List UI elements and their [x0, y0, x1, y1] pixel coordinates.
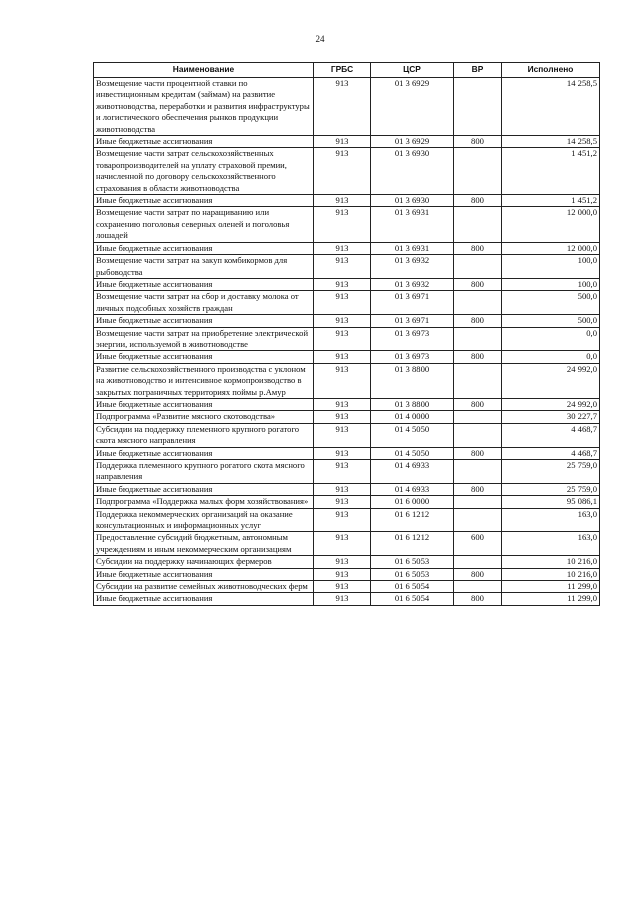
- cell-vr: [454, 255, 502, 279]
- cell-name: Иные бюджетные ассигнования: [94, 593, 314, 605]
- cell-name: Иные бюджетные ассигнования: [94, 398, 314, 410]
- table-row: [94, 423, 600, 447]
- cell-vr: [454, 291, 502, 315]
- table-row: [94, 532, 600, 556]
- cell-vr: [454, 508, 502, 532]
- cell-vr: 800: [454, 593, 502, 605]
- table-row: [94, 78, 600, 136]
- cell-name: Иные бюджетные ассигнования: [94, 351, 314, 363]
- cell-vr: [454, 363, 502, 398]
- table-row: [94, 496, 600, 508]
- cell-csr: 01 3 6971: [371, 291, 454, 315]
- cell-done: 25 759,0: [502, 460, 600, 484]
- cell-grbs: 913: [314, 351, 371, 363]
- table-row: [94, 148, 600, 195]
- cell-grbs: 913: [314, 207, 371, 242]
- cell-name: Подпрограмма «Поддержка малых форм хозяйствования»: [94, 496, 314, 508]
- cell-csr: 01 3 6929: [371, 78, 454, 136]
- table-row: [94, 568, 600, 580]
- cell-done: 30 227,7: [502, 411, 600, 423]
- cell-done: 11 299,0: [502, 581, 600, 593]
- header-done: Исполнено: [502, 63, 600, 78]
- cell-grbs: 913: [314, 327, 371, 351]
- cell-done: 24 992,0: [502, 363, 600, 398]
- cell-name: Иные бюджетные ассигнования: [94, 278, 314, 290]
- cell-csr: 01 6 1212: [371, 532, 454, 556]
- table-row: [94, 411, 600, 423]
- table-row: [94, 483, 600, 495]
- cell-grbs: 913: [314, 278, 371, 290]
- page-number: 24: [315, 34, 325, 44]
- cell-name: Иные бюджетные ассигнования: [94, 195, 314, 207]
- cell-csr: 01 3 6931: [371, 242, 454, 254]
- table-row: [94, 556, 600, 568]
- cell-csr: 01 3 6971: [371, 315, 454, 327]
- cell-vr: [454, 581, 502, 593]
- cell-grbs: 913: [314, 315, 371, 327]
- cell-csr: 01 4 5050: [371, 423, 454, 447]
- cell-done: 1 451,2: [502, 148, 600, 195]
- cell-done: 12 000,0: [502, 207, 600, 242]
- cell-name: Подпрограмма «Развитие мясного скотоводства»: [94, 411, 314, 423]
- cell-grbs: 913: [314, 423, 371, 447]
- cell-csr: 01 3 6931: [371, 207, 454, 242]
- cell-grbs: 913: [314, 556, 371, 568]
- cell-done: 163,0: [502, 532, 600, 556]
- cell-csr: 01 6 0000: [371, 496, 454, 508]
- cell-done: 163,0: [502, 508, 600, 532]
- table-row: [94, 255, 600, 279]
- cell-vr: 800: [454, 447, 502, 459]
- cell-csr: 01 3 8800: [371, 398, 454, 410]
- cell-name: Развитие сельскохозяйственного производства с уклоном на животноводство и интенсивное кормопроизводство в закрытых пограничных территориях поймы р.Амур: [94, 363, 314, 398]
- cell-done: 4 468,7: [502, 447, 600, 459]
- cell-name: Возмещение части затрат сельскохозяйственных товаропроизводителей на уплату страховой премии, начисленной по договору сельскохозяйственного страхования в области животноводства: [94, 148, 314, 195]
- cell-csr: 01 3 6932: [371, 278, 454, 290]
- table-row: [94, 207, 600, 242]
- cell-done: 10 216,0: [502, 568, 600, 580]
- cell-csr: 01 4 0000: [371, 411, 454, 423]
- cell-done: 100,0: [502, 255, 600, 279]
- cell-name: Возмещение части затрат по наращиванию или сохранению поголовья северных оленей и поголовья лошадей: [94, 207, 314, 242]
- cell-done: 0,0: [502, 327, 600, 351]
- cell-grbs: 913: [314, 532, 371, 556]
- cell-name: Поддержка племенного крупного рогатого скота мясного направления: [94, 460, 314, 484]
- table-header: [94, 63, 600, 78]
- cell-grbs: 913: [314, 78, 371, 136]
- cell-name: Субсидии на развитие семейных животноводческих ферм: [94, 581, 314, 593]
- table-row: [94, 447, 600, 459]
- cell-name: Поддержка некоммерческих организаций на оказание консультационных и информационных услуг: [94, 508, 314, 532]
- table-row: [94, 315, 600, 327]
- cell-grbs: 913: [314, 496, 371, 508]
- cell-csr: 01 6 5054: [371, 581, 454, 593]
- cell-done: 24 992,0: [502, 398, 600, 410]
- cell-name: Иные бюджетные ассигнования: [94, 483, 314, 495]
- table-row: [94, 136, 600, 148]
- cell-vr: 600: [454, 532, 502, 556]
- cell-name: Возмещение части затрат на сбор и доставку молока от личных подсобных хозяйств граждан: [94, 291, 314, 315]
- cell-grbs: 913: [314, 508, 371, 532]
- cell-vr: 800: [454, 242, 502, 254]
- cell-grbs: 913: [314, 195, 371, 207]
- cell-grbs: 913: [314, 363, 371, 398]
- table-row: [94, 242, 600, 254]
- header-row: [94, 63, 600, 78]
- cell-grbs: 913: [314, 242, 371, 254]
- cell-vr: [454, 423, 502, 447]
- cell-done: 10 216,0: [502, 556, 600, 568]
- cell-csr: 01 3 8800: [371, 363, 454, 398]
- cell-vr: 800: [454, 278, 502, 290]
- table-row: [94, 195, 600, 207]
- cell-vr: [454, 327, 502, 351]
- cell-grbs: 913: [314, 398, 371, 410]
- cell-csr: 01 3 6932: [371, 255, 454, 279]
- cell-csr: 01 6 1212: [371, 508, 454, 532]
- cell-name: Возмещение части процентной ставки по инвестиционным кредитам (займам) на развитие животноводства, переработки и развития инфраструктуры и логистического обеспечения рынков продукции животноводства: [94, 78, 314, 136]
- cell-done: 0,0: [502, 351, 600, 363]
- cell-grbs: 913: [314, 255, 371, 279]
- cell-vr: [454, 556, 502, 568]
- cell-name: Субсидии на поддержку начинающих фермеров: [94, 556, 314, 568]
- cell-done: 25 759,0: [502, 483, 600, 495]
- table-row: [94, 460, 600, 484]
- table-row: [94, 593, 600, 605]
- cell-name: Субсидии на поддержку племенного крупного рогатого скота мясного направления: [94, 423, 314, 447]
- header-csr: ЦСР: [371, 63, 454, 78]
- table-body: [94, 78, 600, 606]
- cell-name: Иные бюджетные ассигнования: [94, 136, 314, 148]
- cell-csr: 01 3 6930: [371, 148, 454, 195]
- cell-done: 11 299,0: [502, 593, 600, 605]
- cell-done: 14 258,5: [502, 136, 600, 148]
- cell-vr: 800: [454, 315, 502, 327]
- cell-grbs: 913: [314, 291, 371, 315]
- cell-name: Возмещение части затрат на закуп комбикормов для рыбоводства: [94, 255, 314, 279]
- cell-vr: [454, 411, 502, 423]
- cell-csr: 01 4 6933: [371, 483, 454, 495]
- cell-done: 500,0: [502, 291, 600, 315]
- cell-name: Иные бюджетные ассигнования: [94, 447, 314, 459]
- cell-grbs: 913: [314, 447, 371, 459]
- cell-grbs: 913: [314, 460, 371, 484]
- cell-csr: 01 6 5053: [371, 568, 454, 580]
- cell-csr: 01 4 5050: [371, 447, 454, 459]
- budget-execution-table: [93, 62, 600, 606]
- cell-grbs: 913: [314, 568, 371, 580]
- cell-name: Иные бюджетные ассигнования: [94, 568, 314, 580]
- table-row: [94, 363, 600, 398]
- cell-grbs: 913: [314, 136, 371, 148]
- cell-csr: 01 3 6929: [371, 136, 454, 148]
- cell-csr: 01 3 6973: [371, 351, 454, 363]
- cell-name: Иные бюджетные ассигнования: [94, 242, 314, 254]
- cell-vr: [454, 148, 502, 195]
- cell-done: 95 086,1: [502, 496, 600, 508]
- cell-grbs: 913: [314, 483, 371, 495]
- cell-name: Иные бюджетные ассигнования: [94, 315, 314, 327]
- cell-vr: [454, 207, 502, 242]
- header-name: Наименование: [94, 63, 314, 78]
- header-vr: ВР: [454, 63, 502, 78]
- cell-done: 500,0: [502, 315, 600, 327]
- cell-grbs: 913: [314, 593, 371, 605]
- table-row: [94, 278, 600, 290]
- header-grbs: ГРБС: [314, 63, 371, 78]
- cell-vr: 800: [454, 351, 502, 363]
- table-row: [94, 327, 600, 351]
- cell-grbs: 913: [314, 148, 371, 195]
- cell-vr: 800: [454, 136, 502, 148]
- cell-vr: 800: [454, 195, 502, 207]
- cell-done: 12 000,0: [502, 242, 600, 254]
- cell-name: Предоставление субсидий бюджетным, автономным учреждениям и иным некоммерческим организациям: [94, 532, 314, 556]
- table-row: [94, 351, 600, 363]
- cell-grbs: 913: [314, 581, 371, 593]
- cell-vr: 800: [454, 483, 502, 495]
- cell-vr: [454, 496, 502, 508]
- cell-grbs: 913: [314, 411, 371, 423]
- cell-done: 1 451,2: [502, 195, 600, 207]
- cell-csr: 01 6 5054: [371, 593, 454, 605]
- table-row: [94, 508, 600, 532]
- cell-csr: 01 3 6973: [371, 327, 454, 351]
- cell-vr: [454, 460, 502, 484]
- cell-name: Возмещение части затрат на приобретение электрической энергии, используемой в животноводстве: [94, 327, 314, 351]
- cell-done: 100,0: [502, 278, 600, 290]
- cell-csr: 01 4 6933: [371, 460, 454, 484]
- cell-vr: [454, 78, 502, 136]
- cell-csr: 01 6 5053: [371, 556, 454, 568]
- table-row: [94, 291, 600, 315]
- table-row: [94, 398, 600, 410]
- cell-csr: 01 3 6930: [371, 195, 454, 207]
- cell-vr: 800: [454, 568, 502, 580]
- cell-done: 14 258,5: [502, 78, 600, 136]
- table-row: [94, 581, 600, 593]
- cell-vr: 800: [454, 398, 502, 410]
- cell-done: 4 468,7: [502, 423, 600, 447]
